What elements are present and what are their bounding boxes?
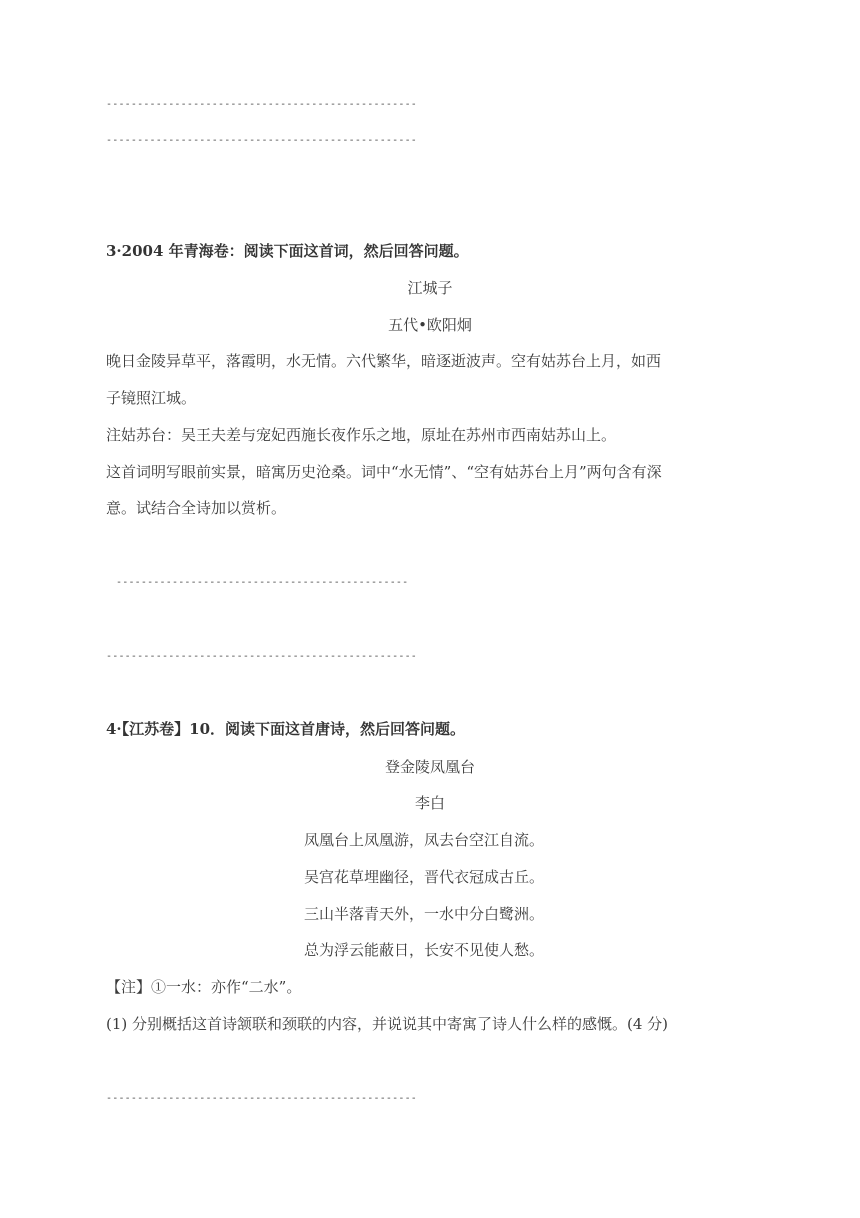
divider-line: -------------------------------------------------- bbox=[106, 651, 418, 662]
poem-title: 江城子 bbox=[407, 279, 453, 297]
divider-line: ----------------------------------------------- bbox=[116, 577, 409, 588]
divider-line: -------------------------------------------------- bbox=[106, 99, 418, 110]
poem-verse: 凤凰台上凤凰游，凤去台空江自流。 bbox=[303, 831, 544, 849]
question-text-line: (1) 分别概括这首诗颔联和颈联的内容，并说说其中寄寓了诗人什么样的感慨。(4 分) bbox=[106, 1015, 669, 1033]
poem-title: 登金陵凤凰台 bbox=[384, 758, 475, 776]
poem-verse: 总为浮云能蔽日，长安不见使人愁。 bbox=[303, 941, 544, 959]
divider-line: -------------------------------------------------- bbox=[106, 1093, 418, 1104]
poem-note: 【注】①一水：亦作“二水”。 bbox=[106, 978, 302, 996]
question-text-line: 这首词明写眼前实景，暗寓历史沧桑。词中“水无情”、“空有姑苏台上月”两句含有深 bbox=[106, 463, 662, 481]
poem-author: 李白 bbox=[414, 794, 445, 812]
divider-line: -------------------------------------------------- bbox=[106, 135, 418, 146]
poem-verse: 吴宫花草埋幽径，晋代衣冠成古丘。 bbox=[303, 868, 544, 886]
poem-text-line: 子镜照江城。 bbox=[106, 389, 197, 407]
poem-verse: 三山半落青天外，一水中分白鹭洲。 bbox=[303, 905, 544, 923]
question-text-line: 意。试结合全诗加以赏析。 bbox=[106, 499, 287, 517]
poem-author: 五代•欧阳炯 bbox=[388, 316, 472, 334]
question-3-heading: 3·2004 年青海卷：阅读下面这首词，然后回答问题。 bbox=[106, 242, 469, 260]
poem-note: 注姑苏台：吴王夫差与宠妃西施长夜作乐之地，原址在苏州市西南姑苏山上。 bbox=[106, 426, 617, 444]
question-4-heading: 4·【江苏卷】10．阅读下面这首唐诗，然后回答问题。 bbox=[106, 720, 466, 738]
poem-text-line: 晚日金陵异草平，落霞明，水无情。六代繁华，暗逐逝波声。空有姑苏台上月，如西 bbox=[106, 352, 662, 370]
